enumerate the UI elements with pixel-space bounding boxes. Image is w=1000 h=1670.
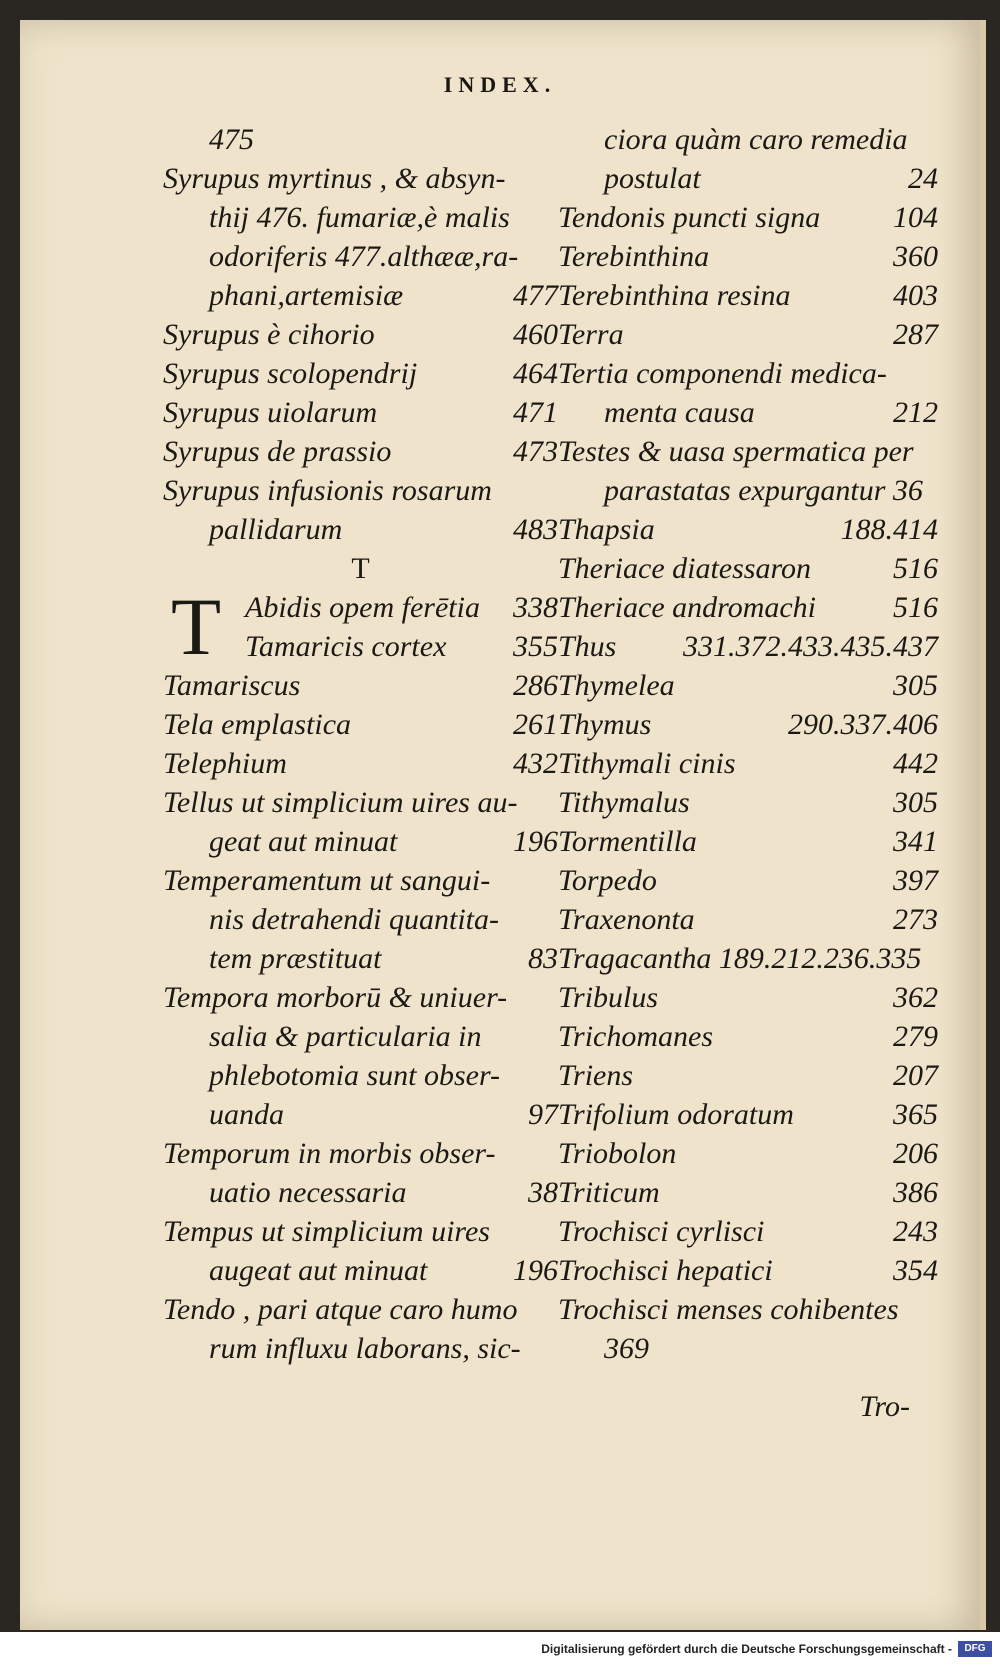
index-entry-text: Tribulus	[558, 981, 659, 1014]
index-entry-page-number: 305	[893, 669, 938, 702]
index-entry-line	[163, 1212, 558, 1251]
index-entry-text: nis detrahendi quantita-	[209, 903, 499, 936]
index-entry-line	[163, 1251, 558, 1290]
index-entry-page-number: 338	[513, 591, 558, 624]
index-entry-line	[163, 1290, 558, 1329]
index-entry-line	[558, 393, 938, 432]
index-entry-text: menta causa	[604, 396, 755, 429]
index-entry-page-number: 516	[893, 591, 938, 624]
index-entry-line	[558, 198, 938, 237]
index-entry-line	[163, 315, 558, 354]
index-entry-page-number: 196	[513, 1254, 558, 1287]
index-entry-text: Trochisci hepatici	[558, 1254, 773, 1287]
index-entry-text: uanda	[209, 1098, 284, 1131]
index-entry-page-number: 483	[513, 513, 558, 546]
index-entry-text: Tendo , pari atque caro humo	[163, 1293, 518, 1326]
index-entry-line	[163, 1095, 558, 1134]
index-entry-page-number: 362	[893, 981, 938, 1014]
index-entry-line	[558, 1329, 938, 1368]
dropcap-initial: T	[171, 581, 222, 672]
index-entry-text: salia & particularia in	[209, 1020, 482, 1053]
index-entry-line	[558, 549, 938, 588]
index-entry-line	[163, 159, 558, 198]
index-entry-line	[558, 276, 938, 315]
index-entry-page-number: 473	[513, 435, 558, 468]
index-entry-text: ciora quàm caro remedia	[604, 123, 908, 156]
index-entry-text: Syrupus è cihorio	[163, 318, 375, 351]
index-entry-line	[163, 783, 558, 822]
running-head: INDEX.	[443, 72, 557, 97]
index-entry-page-number: 243	[893, 1215, 938, 1248]
index-entry-page-number: 386	[893, 1176, 938, 1209]
dropcap-block	[163, 581, 558, 672]
index-entry-text: Trochisci menses cohibentes	[558, 1293, 899, 1326]
index-entry-page-number: 365	[893, 1098, 938, 1131]
index-entry-text: Tendonis puncti signa	[558, 201, 821, 234]
index-entry-text: Abidis opem ferētia	[245, 591, 480, 624]
dfg-logo: DFG	[958, 1641, 992, 1657]
index-entry-text: Thymus	[558, 708, 652, 741]
index-entry-text: Tempora morborū & uniuer-	[163, 981, 508, 1014]
index-entry-line	[163, 1056, 558, 1095]
index-entry-text: 475	[209, 123, 254, 156]
index-entry-line	[163, 900, 558, 939]
index-entry-line	[163, 276, 558, 315]
index-entry-line	[558, 354, 938, 393]
index-entry-page-number: 261	[513, 708, 558, 741]
index-entry-text: Syrupus uiolarum	[163, 396, 378, 429]
index-entry-text: parastatas expurgantur 36	[604, 474, 923, 507]
index-entry-line	[558, 939, 938, 978]
index-entry-line	[163, 237, 558, 276]
index-entry-line	[163, 510, 558, 549]
index-entry-line	[163, 198, 558, 237]
index-entry-text: odoriferis 477.althææ,ra-	[209, 240, 519, 273]
index-entry-page-number: 341	[893, 825, 938, 858]
index-entry-line	[558, 900, 938, 939]
index-entry-text: Trichomanes	[558, 1020, 714, 1053]
index-entry-text: Terebinthina	[558, 240, 710, 273]
index-entry-page-number: 279	[893, 1020, 938, 1053]
index-entry-page-number: 38	[528, 1176, 558, 1209]
index-entry-text: Thapsia	[558, 513, 655, 546]
section-letter	[163, 549, 558, 588]
footer-credit: Digitalisierung gefördert durch die Deutsche Forschungsgemeinschaft -	[541, 1642, 952, 1656]
index-entry-text: tem præstituat	[209, 942, 382, 975]
index-entry-line	[558, 1056, 938, 1095]
index-entry-text: Terra	[558, 318, 624, 351]
index-entry-page-number: 97	[528, 1098, 558, 1131]
index-entry-line	[163, 432, 558, 471]
index-entry-line	[558, 1212, 938, 1251]
index-entry-text: thij 476. fumariæ,è malis	[209, 201, 510, 234]
index-entry-text: Torpedo	[558, 864, 657, 897]
index-entry-text: Syrupus scolopendrij	[163, 357, 418, 390]
index-entry-line	[163, 1017, 558, 1056]
index-entry-line	[163, 822, 558, 861]
index-entry-page-number: 397	[893, 864, 938, 897]
index-entry-line	[163, 354, 558, 393]
index-entry-page-number: 403	[893, 279, 938, 312]
index-entry-line	[163, 120, 558, 159]
index-entry-line	[558, 1095, 938, 1134]
index-entry-page-number: 273	[893, 903, 938, 936]
index-entry-page-number: 471	[513, 396, 558, 429]
index-entry-line	[558, 432, 938, 471]
index-entry-page-number: 355	[513, 630, 558, 663]
index-entry-page-number: 83	[528, 942, 558, 975]
index-entry-text: Trifolium odoratum	[558, 1098, 794, 1131]
index-entry-text: Tormentilla	[558, 825, 697, 858]
index-entry-line	[558, 120, 938, 159]
index-entry-text: postulat	[604, 162, 701, 195]
index-entry-text: 369	[604, 1332, 649, 1365]
index-entry-line	[558, 1134, 938, 1173]
index-entry-line	[558, 315, 938, 354]
index-entry-text: Tithymali cinis	[558, 747, 736, 780]
index-entry-line	[163, 744, 558, 783]
catchword: Tro-	[859, 1390, 910, 1423]
index-entry-text: Terebinthina resina	[558, 279, 791, 312]
index-entry-line	[558, 588, 938, 627]
index-entry-text: Triobolon	[558, 1137, 677, 1170]
index-entry-text: Theriace andromachi	[558, 591, 817, 624]
index-entry-text: Traxenonta	[558, 903, 695, 936]
index-entry-line	[163, 393, 558, 432]
index-entry-page-number: 360	[893, 240, 938, 273]
index-entry-text: phani,artemisiæ	[209, 279, 404, 312]
index-entry-text: Syrupus de prassio	[163, 435, 392, 468]
index-entry-text: uatio necessaria	[209, 1176, 407, 1209]
index-entry-page-number: 196	[513, 825, 558, 858]
index-entry-text: Testes & uasa spermatica per	[558, 435, 914, 468]
index-entry-line	[163, 588, 558, 627]
index-entry-line	[163, 1329, 558, 1368]
book-page	[20, 20, 986, 1630]
index-entry-text: augeat aut minuat	[209, 1254, 428, 1287]
index-entry-line	[163, 471, 558, 510]
index-entry-text: Trochisci cyrlisci	[558, 1215, 765, 1248]
index-entry-text: Triens	[558, 1059, 634, 1092]
index-entry-page-number: 331.372.433.435.437	[683, 630, 938, 663]
index-entry-line	[558, 510, 938, 549]
index-entry-text: Tela emplastica	[163, 708, 352, 741]
index-entry-text: Tamaricis cortex	[245, 630, 447, 663]
index-entry-page-number: 432	[513, 747, 558, 780]
index-entry-line	[558, 783, 938, 822]
index-entry-text: Triticum	[558, 1176, 660, 1209]
index-column-right	[558, 120, 938, 1368]
index-entry-line	[558, 978, 938, 1017]
index-entry-line	[163, 1134, 558, 1173]
index-entry-line	[558, 1173, 938, 1212]
index-entry-line	[558, 627, 938, 666]
index-entry-line	[163, 1173, 558, 1212]
index-entry-text: Telephium	[163, 747, 287, 780]
index-entry-page-number: 206	[893, 1137, 938, 1170]
index-entry-text: Tertia componendi medica-	[558, 357, 887, 390]
index-entry-line	[558, 1251, 938, 1290]
index-entry-page-number: 290.337.406	[788, 708, 938, 741]
index-entry-text: Temperamentum ut sangui-	[163, 864, 491, 897]
index-entry-line	[558, 471, 938, 510]
index-entry-page-number: 354	[893, 1254, 938, 1287]
index-entry-text: Syrupus infusionis rosarum	[163, 474, 492, 507]
index-entry-page-number: 460	[513, 318, 558, 351]
index-entry-page-number: 24	[908, 162, 938, 195]
index-entry-line	[558, 822, 938, 861]
index-entry-line	[558, 237, 938, 276]
index-column-left	[163, 120, 558, 1368]
index-entry-text: Tamariscus	[163, 669, 301, 702]
index-entry-line	[163, 861, 558, 900]
index-entry-line	[558, 744, 938, 783]
index-entry-text: phlebotomia sunt obser-	[209, 1059, 501, 1092]
index-entry-page-number: 305	[893, 786, 938, 819]
index-entry-text: Thymelea	[558, 669, 675, 702]
index-entry-page-number: 464	[513, 357, 558, 390]
index-entry-line	[558, 861, 938, 900]
index-entry-page-number: 212	[893, 396, 938, 429]
index-entry-line	[163, 627, 558, 666]
index-entry-line	[163, 978, 558, 1017]
index-entry-page-number: 287	[893, 318, 938, 351]
index-entry-text: Tithymalus	[558, 786, 690, 819]
index-entry-page-number: 516	[893, 552, 938, 585]
footer-bar	[0, 1632, 1000, 1670]
index-entry-text: geat aut minuat	[209, 825, 398, 858]
index-entry-line	[558, 1017, 938, 1056]
index-entry-line	[163, 705, 558, 744]
index-entry-text: Theriace diatessaron	[558, 552, 812, 585]
index-entry-page-number: 442	[893, 747, 938, 780]
index-entry-page-number: 188.414	[840, 513, 938, 546]
index-entry-page-number: 477	[513, 279, 558, 312]
index-entry-text: Tellus ut simplicium uires au-	[163, 786, 518, 819]
index-entry-page-number: 104	[893, 201, 938, 234]
index-entry-text: pallidarum	[209, 513, 343, 546]
index-entry-page-number: 286	[513, 669, 558, 702]
index-entry-line	[558, 1290, 938, 1329]
index-entry-text: rum influxu laborans, sic-	[209, 1332, 521, 1365]
index-entry-line	[558, 666, 938, 705]
index-entry-line	[163, 666, 558, 705]
index-entry-text: Thus	[558, 630, 617, 663]
index-entry-text: Syrupus myrtinus , & absyn-	[163, 162, 506, 195]
index-entry-line	[163, 939, 558, 978]
index-entry-line	[558, 705, 938, 744]
index-entry-page-number: 207	[893, 1059, 938, 1092]
section-letter-text: T	[351, 552, 370, 585]
index-entry-text: Temporum in morbis obser-	[163, 1137, 496, 1170]
index-entry-text: Tragacantha 189.212.236.335	[558, 942, 922, 975]
index-entry-line	[558, 159, 938, 198]
index-entry-text: Tempus ut simplicium uires	[163, 1215, 490, 1248]
